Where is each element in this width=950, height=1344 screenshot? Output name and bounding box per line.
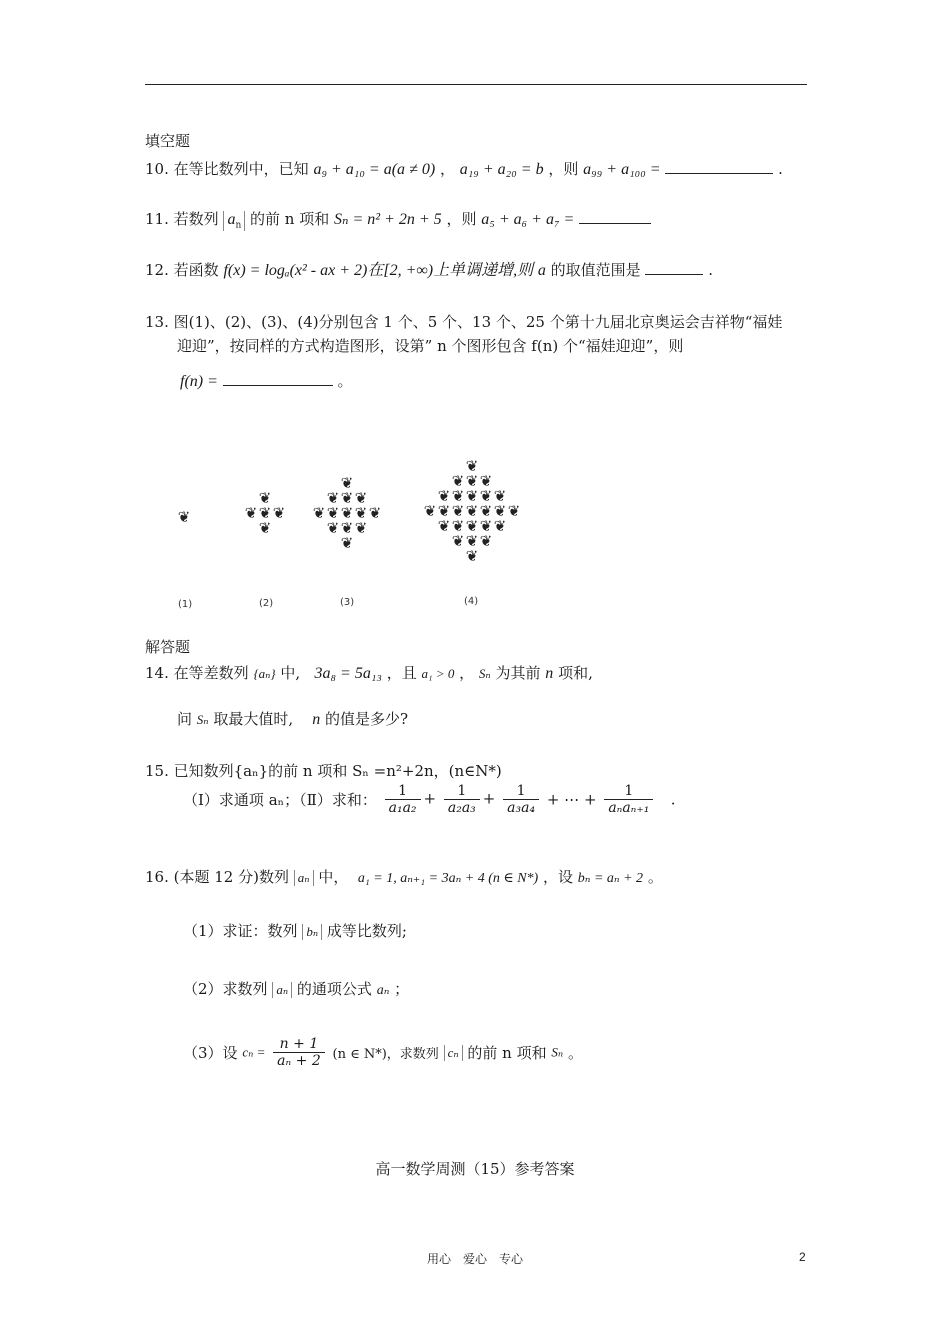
fraction: $\frac{1}{\text{a₁a₂}}$	[385, 783, 421, 816]
mascot-icon: ❦	[258, 504, 272, 522]
answer-blank	[645, 262, 703, 275]
question-15: 15. 已知数列{aₙ}的前 n 项和 Sₙ =n²+2n，(n∈N*)	[145, 762, 502, 780]
math-expression: a₁ > 0	[421, 666, 455, 681]
mascot-icon: ❦	[354, 519, 368, 537]
mascot-icon: ❦	[326, 489, 340, 507]
fraction: $\frac{1}{\text{aₙaₙ₊₁}}$	[604, 783, 653, 816]
mascot-icon: ❦	[479, 487, 493, 505]
mascot-icon: ❦	[177, 508, 191, 526]
mascot-icon: ❦	[340, 534, 354, 552]
question-number: 11.	[145, 210, 169, 228]
math-expression: a₉₉ + a₁₀₀ =	[583, 161, 661, 178]
math-expression: a₉ + a₁₀ = a(a ≠ 0)	[313, 161, 436, 178]
math-expression: a₁₉ + a₂₀ = b	[459, 161, 544, 178]
mascot-icon: ❦	[479, 532, 493, 550]
sequence-symbol: aₙ	[272, 982, 292, 998]
mascot-icon: ❦	[437, 517, 451, 535]
math-expression: Sₙ	[478, 666, 491, 681]
mascot-icon: ❦	[354, 504, 368, 522]
mascot-icon: ❦	[451, 502, 465, 520]
question-16-part2: （2）求数列 aₙ 的通项公式 aₙ ；	[183, 980, 410, 998]
mascot-icon: ❦	[340, 519, 354, 537]
mascot-icon: ❦	[368, 504, 382, 522]
footer-motto: 用心 爱心 专心	[426, 1252, 523, 1266]
question-10: 10. 在等比数列中，已知 a₉ + a₁₀ = a(a ≠ 0) ， a₁₉ + a₂₀ = b ，则 a₉₉ + a₁₀₀ = .	[145, 160, 783, 178]
mascot-icon: ❦	[493, 502, 507, 520]
mascot-icon: ❦	[258, 489, 272, 507]
math-expression: a₁ = 1, aₙ₊₁ = 3aₙ + 4 (n ∈ N*)	[357, 871, 539, 886]
mascot-icon: ❦	[465, 502, 479, 520]
mascot-group	[178, 457, 521, 565]
question-15-line2: （Ⅰ）求通项 aₙ；（Ⅱ）求和： $\frac{1}{\text{a₁a₂}}$ + $\frac{1}{\text{a₂a₃}}$ + $\frac{1}{\text{a₃a₄}}$ + ⋯ + $\frac{1}{\text{aₙaₙ₊₁}}$ .	[183, 783, 676, 816]
fraction: $\frac{1}{\text{a₂a₃}}$	[444, 783, 480, 816]
question-number: 14.	[145, 664, 169, 682]
mascot-icon: ❦	[312, 504, 326, 522]
question-number: 15.	[145, 762, 169, 780]
mascot-icon: ❦	[423, 502, 437, 520]
mascot-icon: ❦	[340, 489, 354, 507]
answer-title: 高一数学周测（15）参考答案	[375, 1160, 575, 1178]
question-12: 12. 若函数 f(x) = logₐ(x² - ax + 2)在[2, +∞)上单调递增,则 a 的取值范围是 .	[145, 261, 714, 279]
mascot-icon: ❦	[465, 547, 479, 565]
mascot-icon: ❦	[465, 517, 479, 535]
math-expression: Sₙ = n² + 2n + 5	[334, 211, 442, 228]
question-number: 12.	[145, 261, 169, 279]
mascot-icon: ❦	[354, 489, 368, 507]
sequence-symbol: {aₙ}	[253, 666, 276, 681]
header-rule	[145, 84, 807, 85]
sequence-symbol: aₙ	[294, 870, 314, 886]
section-fill-title: 填空题	[145, 132, 191, 150]
mascot-icon: ❦	[326, 519, 340, 537]
question-number: 13.	[145, 313, 169, 331]
question-13-line2: 迎迎”，按同样的方式构造图形，设第” n 个图形包含 f(n) 个“福娃迎迎”，则	[177, 337, 684, 355]
figure-label-2: (2)	[259, 598, 274, 609]
question-number: 10.	[145, 160, 169, 178]
math-expression: a₅ + a₆ + a₇ =	[481, 211, 575, 228]
answer-blank	[665, 161, 773, 174]
mascot-icon: ❦	[437, 502, 451, 520]
mascot-icon: ❦	[437, 487, 451, 505]
figure-label-1: (1)	[178, 599, 193, 610]
mascot-icon: ❦	[340, 474, 354, 492]
question-14-line2: 问 Sₙ 取最大值时, n 的值是多少?	[177, 710, 409, 728]
question-14: 14. 在等差数列 {aₙ} 中, 3a₈ = 5a₁₃ ，且 a₁ > 0 ， Sₙ 为其前 n 项和,	[145, 664, 593, 682]
question-13-line1: 13. 图(1)、(2)、(3)、(4)分别包含 1 个、5 个、13 个、25 个第十九届北京奥运会吉祥物“福娃	[145, 313, 783, 331]
mascot-icon: ❦	[479, 502, 493, 520]
mascot-figure	[170, 425, 540, 615]
sequence-symbol: $a_n$	[223, 211, 245, 231]
sequence-symbol: bₙ	[302, 924, 322, 940]
question-13-line3: f(n) = 。	[180, 372, 353, 390]
mascot-icon: ❦	[479, 517, 493, 535]
mascot-icon: ❦	[272, 504, 286, 522]
answer-blank	[223, 373, 333, 386]
mascot-icon: ❦	[244, 504, 258, 522]
fraction: $\frac{1}{\text{a₃a₄}}$	[503, 783, 539, 816]
fraction: $\frac{n + 1}{\text{aₙ + 2}}$	[273, 1036, 325, 1069]
section-answer-title: 解答题	[145, 638, 191, 656]
mascot-icon: ❦	[493, 517, 507, 535]
math-expression: f(x) = logₐ(x² - ax + 2)在[2, +∞)上单调递增,则	[223, 262, 534, 279]
figure-label-4: (4)	[464, 596, 479, 607]
mascot-icon: ❦	[451, 472, 465, 490]
mascot-icon: ❦	[326, 504, 340, 522]
mascot-icon: ❦	[465, 457, 479, 475]
mascot-icon: ❦	[479, 472, 493, 490]
question-number: 16.	[145, 868, 169, 886]
mascot-icon: ❦	[451, 532, 465, 550]
math-expression: bₙ = aₙ + 2	[577, 871, 644, 886]
mascot-icon: ❦	[465, 487, 479, 505]
question-16: 16. (本题 12 分)数列 aₙ 中， a₁ = 1, aₙ₊₁ = 3aₙ + 4 (n ∈ N*) ，设 bₙ = aₙ + 2 。	[145, 868, 663, 886]
sequence-symbol: cₙ	[444, 1045, 463, 1061]
mascot-icon: ❦	[507, 502, 521, 520]
answer-blank	[579, 211, 651, 224]
mascot-icon: ❦	[451, 487, 465, 505]
question-16-part1: （1）求证：数列 bₙ 成等比数列;	[183, 922, 407, 940]
mascot-icon: ❦	[340, 504, 354, 522]
question-16-part3: （3）设 cₙ = $\frac{n + 1}{\text{aₙ + 2}}$ (n ∈ N*)，求数列 cₙ 的前 n 项和 Sₙ 。	[183, 1036, 583, 1069]
page-number: 2	[799, 1250, 806, 1264]
mascot-icon: ❦	[465, 532, 479, 550]
question-11: 11. 若数列 $a_n$ 的前 n 项和 Sₙ = n² + 2n + 5 ，则 a₅ + a₆ + a₇ =	[145, 208, 651, 231]
figure-label-3: (3)	[340, 597, 355, 608]
math-expression: 3a₈ = 5a₁₃	[314, 665, 382, 682]
mascot-icon: ❦	[465, 472, 479, 490]
mascot-icon: ❦	[258, 519, 272, 537]
mascot-icon: ❦	[493, 487, 507, 505]
mascot-icon: ❦	[451, 517, 465, 535]
